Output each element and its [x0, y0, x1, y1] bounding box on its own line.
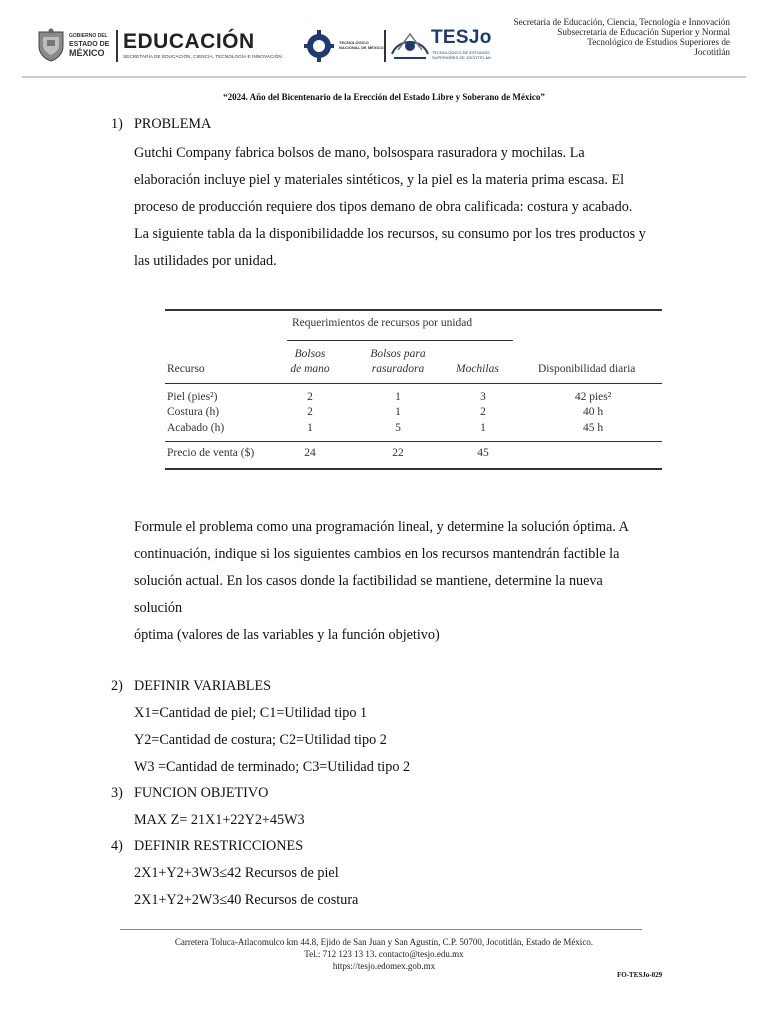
table-col-header: Bolsos para rasuradora [370, 348, 426, 375]
section-title: PROBLEMA [134, 116, 212, 132]
footer-rule [120, 929, 642, 930]
section-number: 2) [111, 678, 123, 694]
document-code: FO-TESJo-029 [617, 971, 663, 979]
table-cell: Piel (pies²) [167, 391, 218, 403]
tecnm-text: TECNOLÓGICO NACIONAL DE MÉXICO [339, 40, 384, 50]
paragraph-line: continuación, indique si los siguientes cambios en los recursos mantendrán factible la [134, 546, 620, 562]
coat-of-arms-icon [36, 28, 66, 62]
section-number: 1) [111, 116, 123, 132]
tesjo-name: TESJo [431, 27, 492, 48]
constraint: 2X1+Y2+3W3≤42 Recursos de piel [134, 865, 339, 881]
educacion-logo [123, 32, 282, 59]
gobierno-text: GOBIERNO DEL ESTADO DE MÉXICO [69, 33, 110, 58]
educacion-subtitle: SECRETARÍA DE EDUCACIÓN, CIENCIA, TECNOLOGÍA E INNOVACIÓN [123, 54, 282, 59]
paragraph-line: solución actual. En los casos donde la factibilidad se mantiene, determine la nueva [134, 573, 603, 589]
table-cell: 45 [477, 447, 489, 459]
table-cell: 1 [395, 391, 401, 403]
table-cell: Precio de venta ($) [167, 447, 255, 459]
paragraph-line: óptima (valores de las variables y la función objetivo) [134, 627, 440, 643]
header-separator [384, 30, 386, 62]
footer-address: Carretera Toluca-Atlacomulco km 44.8, Ejido de San Juan y San Agustín, C.P. 50700, Jocotitlán, Estado de México. [174, 937, 594, 947]
table-col-header: Disponibilidad diaria [538, 363, 636, 375]
table-rule [165, 441, 662, 442]
table-rule [287, 340, 513, 341]
table-col-header: Mochilas [456, 363, 499, 375]
problem-paragraph [134, 140, 694, 275]
header-rule [22, 76, 746, 78]
section-number: 4) [111, 838, 123, 854]
table-rule [165, 383, 662, 384]
paragraph-line: elaboración incluye piel y materiales sintéticos, y la piel es la materia prima escasa. El [134, 172, 625, 188]
paragraph-line: La siguiente tabla da la disponibilidadde los recursos, su consumo por los tres productos y [134, 226, 646, 242]
table-cell: 1 [395, 406, 401, 418]
page-header [0, 0, 768, 80]
tesjo-subtitle: TECNOLÓGICO DE ESTUDIOS SUPERIORES DE JOCOTITLÁN [432, 50, 491, 60]
section-number: 3) [111, 785, 123, 801]
page-footer [0, 936, 768, 972]
table-rule [165, 468, 662, 470]
table-cell: 3 [480, 391, 486, 403]
paragraph-line: las utilidades por unidad. [134, 253, 277, 269]
paragraph-line: Formule el problema como una programación lineal, y determine la solución óptima. A [134, 519, 629, 535]
instructions-paragraph [134, 514, 694, 649]
table-cell: 2 [307, 391, 313, 403]
year-motto: “2024. Año del Bicentenario de la Erección del Estado Libre y Soberano de México” [223, 92, 545, 102]
header-separator [116, 30, 118, 62]
section-title: DEFINIR RESTRICCIONES [134, 838, 304, 854]
table-group-header: Requerimientos de recursos por unidad [292, 317, 473, 329]
table-rule [165, 309, 662, 311]
footer-website-link[interactable]: https://tesjo.edomex.gob.mx [332, 961, 436, 971]
table-cell: 24 [304, 447, 316, 459]
table-cell: 1 [307, 422, 313, 434]
info-line: Subsecretaría de Educación Superior y Normal [557, 27, 730, 37]
table-cell: 40 h [582, 406, 604, 418]
table-cell: 2 [307, 406, 313, 418]
variable-definition: X1=Cantidad de piel; C1=Utilidad tipo 1 [134, 705, 368, 721]
tesjo-emblem-icon [390, 28, 430, 62]
table-cell: 22 [392, 447, 404, 459]
table-cell: 5 [395, 422, 401, 434]
info-line: Tecnológico de Estudios Superiores de [587, 37, 730, 47]
table-cell: 42 pies² [574, 391, 612, 403]
objective-function: MAX Z= 21X1+22Y2+45W3 [134, 812, 305, 828]
table-cell: Acabado (h) [167, 422, 225, 434]
educacion-title: EDUCACIÓN [123, 30, 255, 53]
variable-definition: Y2=Cantidad de costura; C2=Utilidad tipo 2 [134, 732, 387, 748]
table-col-header: Recurso [167, 363, 205, 375]
section-title: FUNCION OBJETIVO [134, 785, 269, 801]
table-cell: 2 [480, 406, 486, 418]
info-line: Jocotitlán [694, 47, 730, 57]
constraint: 2X1+Y2+2W3≤40 Recursos de costura [134, 892, 359, 908]
table-cell: 1 [480, 422, 486, 434]
table-col-header: Bolsos de mano [290, 348, 330, 375]
tecnm-logo [304, 28, 384, 64]
table-cell: 45 h [582, 422, 604, 434]
paragraph-line: proceso de producción requiere dos tipos demano de obra calificada: costura y acabado. [134, 199, 633, 215]
paragraph-line: Gutchi Company fabrica bolsos de mano, bolsospara rasuradora y mochilas. La [134, 145, 585, 161]
tesjo-logo [388, 26, 508, 66]
section-title: DEFINIR VARIABLES [134, 678, 272, 694]
info-line: Secretaría de Educación, Ciencia, Tecnología e Innovación [513, 17, 730, 27]
tecnm-gear-icon [304, 30, 334, 62]
footer-contact: Tel.: 712 123 13 13. contacto@tesjo.edu.mx [304, 949, 464, 959]
gobierno-edomex-logo [36, 28, 116, 64]
variable-definition: W3 =Cantidad de terminado; C3=Utilidad tipo 2 [134, 759, 411, 775]
institution-info [513, 17, 730, 57]
resources-table [165, 309, 662, 471]
table-cell: Costura (h) [167, 406, 220, 418]
paragraph-line: solución [134, 600, 183, 616]
